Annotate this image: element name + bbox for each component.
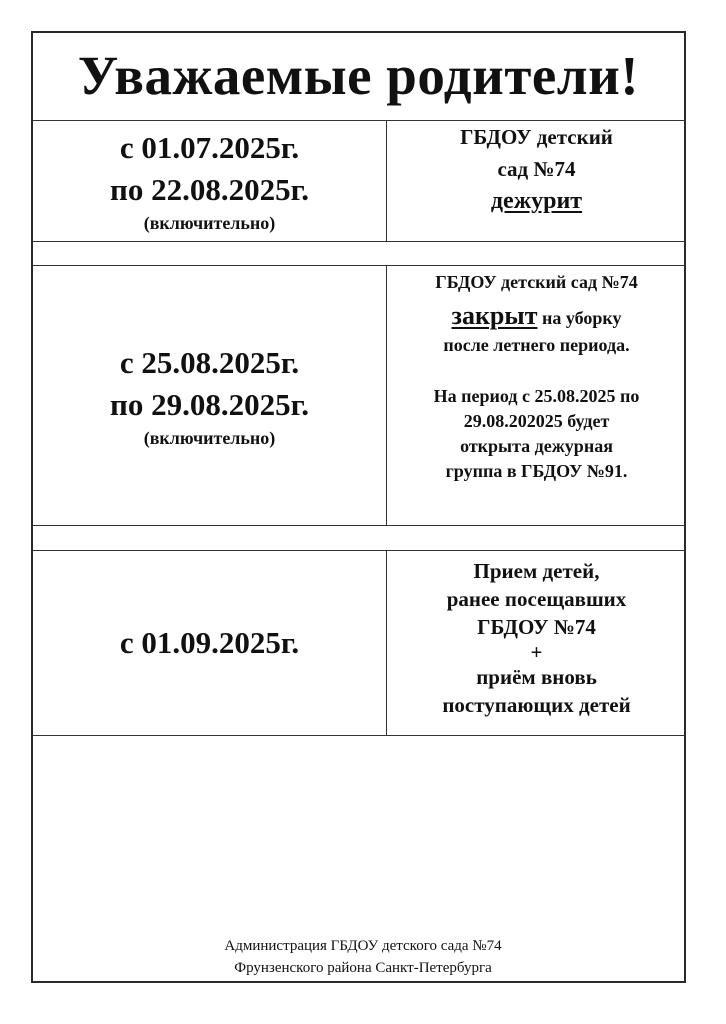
row-3-plus: + (530, 640, 543, 664)
footer-line-2: Фрунзенского района Санкт-Петербурга (234, 960, 492, 976)
row-3-line2: ранее посещавших (446, 587, 627, 611)
row-2-note3: открыта дежурная (460, 436, 613, 456)
row-2-inclusive: (включительно) (143, 427, 276, 448)
row-2-status-suffix: на уборку (537, 308, 622, 328)
row-2-status-word: закрыт (451, 301, 538, 330)
row-1-status (387, 121, 686, 243)
row-2-line1: ГБДОУ детский сад №74 (435, 272, 638, 292)
row-1-date-to: по 22.08.2025г. (110, 172, 309, 207)
row-2-status-line (452, 299, 622, 333)
row-2-dates (33, 266, 387, 525)
row-3-line5: поступающих детей (442, 693, 631, 717)
separator-1 (33, 242, 686, 266)
row-3-line4: приём вновь (476, 665, 597, 689)
schedule-row-3 (33, 550, 686, 736)
row-3-status (387, 551, 686, 741)
schedule-row-2 (33, 265, 686, 526)
row-3-dates (33, 551, 387, 735)
row-2-note1: На период с 25.08.2025 по (433, 386, 640, 406)
row-2-line3: после летнего периода. (443, 335, 630, 355)
separator-2 (33, 526, 686, 551)
row-3-date-from: с 01.09.2025г. (119, 625, 300, 660)
schedule-row-1 (33, 120, 686, 242)
row-1-date-from: с 01.07.2025г. (119, 130, 300, 165)
notice-title: Уважаемые родители! (77, 45, 640, 106)
row-2-note2: 29.08.202025 будет (463, 411, 610, 431)
row-2-note4: группа в ГБДОУ №91. (445, 461, 628, 481)
row-1-line2: сад №74 (497, 157, 576, 181)
row-1-line1: ГБДОУ детский (460, 125, 613, 149)
row-1-status-word: дежурит (490, 188, 583, 214)
row-1-inclusive: (включительно) (143, 213, 276, 233)
row-2-status (387, 266, 686, 529)
row-3-line3: ГБДОУ №74 (477, 615, 596, 639)
row-1-dates (33, 121, 387, 241)
row-3-line1: Прием детей, (473, 559, 600, 583)
footer-line-1: Администрация ГБДОУ детского сада №74 (224, 938, 502, 954)
row-2-date-from: с 25.08.2025г. (119, 344, 300, 380)
row-2-date-to: по 29.08.2025г. (110, 386, 309, 422)
